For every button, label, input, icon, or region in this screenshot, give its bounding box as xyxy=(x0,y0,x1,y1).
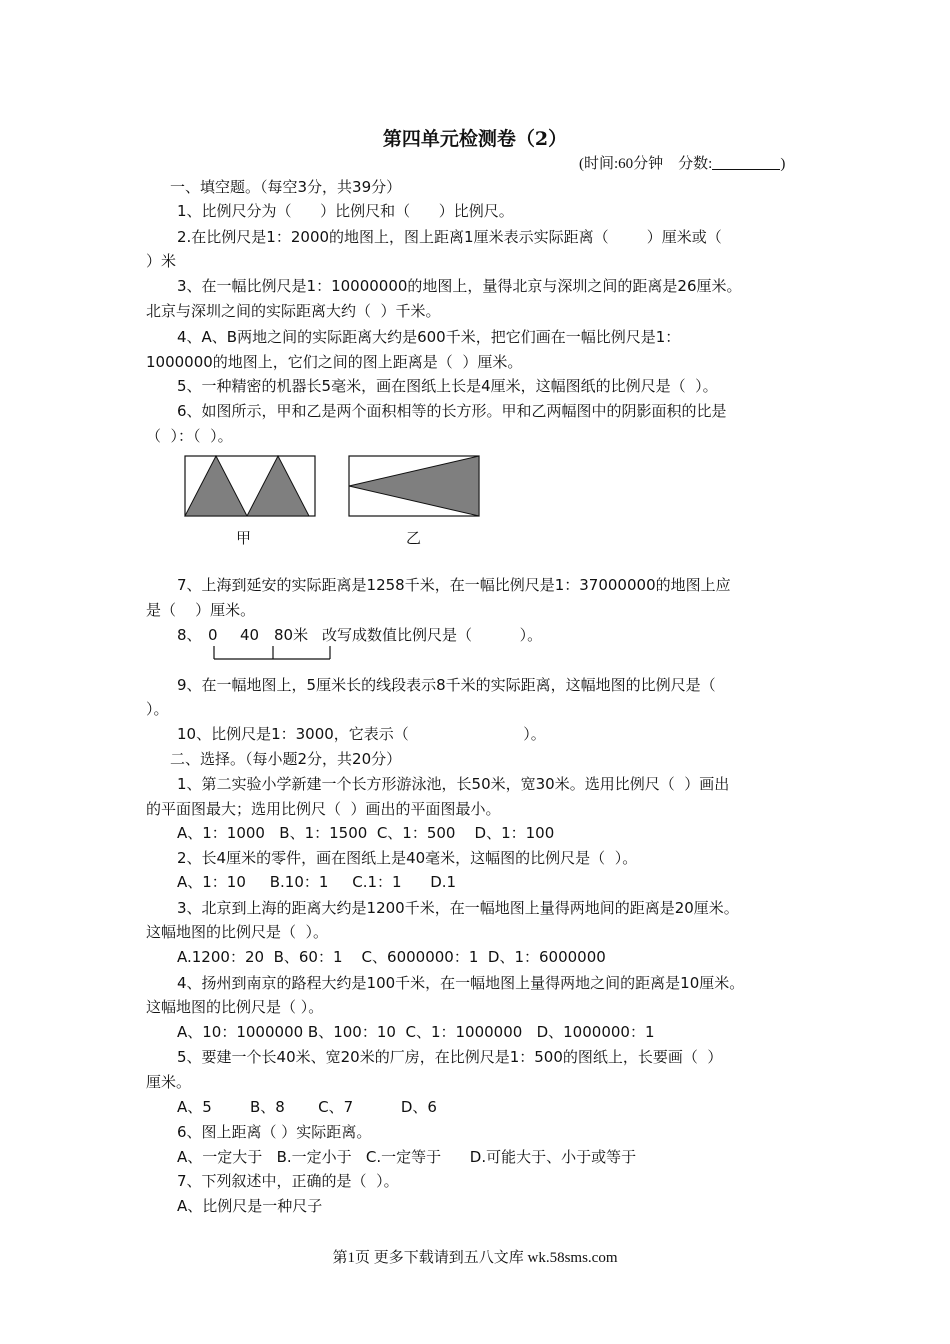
page-title: 第四单元检测卷（2） xyxy=(382,128,568,150)
c4-text-line1: 4、扬州到南京的路程大约是100千米，在一幅地图上量得两地之间的距离是10厘米。 xyxy=(177,974,745,992)
c7-option-a: A、比例尺是一种尺子 xyxy=(177,1197,323,1215)
q9-text-line2: ）。 xyxy=(146,700,169,718)
c2-text: 2、长4厘米的零件，画在图纸上是40毫米，这幅图的比例尺是（ ）。 xyxy=(177,849,638,867)
q9-text-line1: 9、在一幅地图上，5厘米长的线段表示8千米的实际距离，这幅地图的比例尺是（ xyxy=(177,676,716,694)
q7-text-line1: 7、上海到延安的实际距离是1258千米，在一幅比例尺是1：37000000的地图上应 xyxy=(177,576,731,594)
c5-options: A、5 B、8 C、7 D、6 xyxy=(177,1098,437,1116)
time-info: (时间:60分钟 分数: xyxy=(579,156,713,172)
figure-yi xyxy=(348,455,480,517)
figure-jia-label: 甲 xyxy=(236,529,252,547)
section2-heading: 二、选择。（每小题2分，共20分） xyxy=(170,750,402,768)
q8-number: 8、 xyxy=(177,626,202,644)
q10-text: 10、比例尺是1：3000，它表示（ ）。 xyxy=(177,725,546,743)
scale-label-0: 0 xyxy=(208,626,218,644)
section1-heading: 一、填空题。（每空3分，共39分） xyxy=(170,178,402,196)
q1-text: 1、比例尺分为（ ）比例尺和（ ）比例尺。 xyxy=(177,202,514,220)
c5-text-line1: 5、要建一个长40米、宽20米的厂房，在比例尺是1：500的图纸上，长要画（ ） xyxy=(177,1048,723,1066)
q4-text-line2: 1000000的地图上，它们之间的图上距离是（ ）厘米。 xyxy=(146,353,523,371)
figure-yi-label: 乙 xyxy=(406,529,422,547)
q8-text: 改写成数值比例尺是（ ）。 xyxy=(322,626,543,644)
c1-text-line2: 的平面图最大；选用比例尺（ ）画出的平面图最小。 xyxy=(146,800,501,818)
c4-text-line2: 这幅地图的比例尺是（ ）。 xyxy=(146,998,324,1016)
c2-options: A、1：10 B.10：1 C.1：1 D.1 xyxy=(177,873,457,891)
q2-text-line1: 2.在比例尺是1：2000的地图上，图上距离1厘米表示实际距离（ ）厘米或（ xyxy=(177,228,722,246)
figure-jia xyxy=(184,455,316,517)
c6-text: 6、图上距离（ ）实际距离。 xyxy=(177,1123,372,1141)
time-close: ) xyxy=(780,156,786,172)
scale-label-40: 40 xyxy=(240,626,260,644)
score-blank xyxy=(712,155,780,170)
q7-text-line2: 是（ ）厘米。 xyxy=(146,601,256,619)
c3-options: A.1200：20 B、60：1 C、6000000：1 D、1：6000000 xyxy=(177,948,606,966)
q5-text: 5、一种精密的机器长5毫米，画在图纸上长是4厘米，这幅图纸的比例尺是（ ）。 xyxy=(177,377,718,395)
c6-options: A、一定大于 B.一定小于 C.一定等于 D.可能大于、小于或等于 xyxy=(177,1148,637,1166)
q2-text-line2: ）米 xyxy=(146,252,177,270)
c3-text-line2: 这幅地图的比例尺是（ ）。 xyxy=(146,923,329,941)
c4-options: A、10：1000000 B、100：10 C、1：1000000 D、1000000：1 xyxy=(177,1023,655,1041)
c3-text-line1: 3、北京到上海的距离大约是1200千米，在一幅地图上量得两地间的距离是20厘米。 xyxy=(177,899,739,917)
q6-text-line1: 6、如图所示，甲和乙是两个面积相等的长方形。甲和乙两幅图中的阴影面积的比是 xyxy=(177,402,727,420)
page-footer: 第1页 更多下载请到五八文库 wk.58sms.com xyxy=(332,1250,618,1266)
time-score-line xyxy=(579,152,785,173)
q6-text-line2: （ ）：（ ）。 xyxy=(146,427,233,445)
q3-text-line2: 北京与深圳之间的实际距离大约（ ）千米。 xyxy=(146,302,441,320)
q3-text-line1: 3、在一幅比例尺是1：10000000的地图上，量得北京与深圳之间的距离是26厘米。 xyxy=(177,277,742,295)
q4-text-line1: 4、A、B两地之间的实际距离大约是600千米，把它们画在一幅比例尺是1： xyxy=(177,328,681,346)
c5-text-line2: 厘米。 xyxy=(146,1073,192,1091)
line-scale-bar xyxy=(210,645,334,661)
c1-text-line1: 1、第二实验小学新建一个长方形游泳池，长50米，宽30米。选用比例尺（ ）画出 xyxy=(177,775,730,793)
c1-options: A、1：1000 B、1：1500 C、1：500 D、1：100 xyxy=(177,824,555,842)
scale-label-80: 80米 xyxy=(274,626,309,644)
c7-text: 7、下列叙述中，正确的是（ ）。 xyxy=(177,1172,399,1190)
